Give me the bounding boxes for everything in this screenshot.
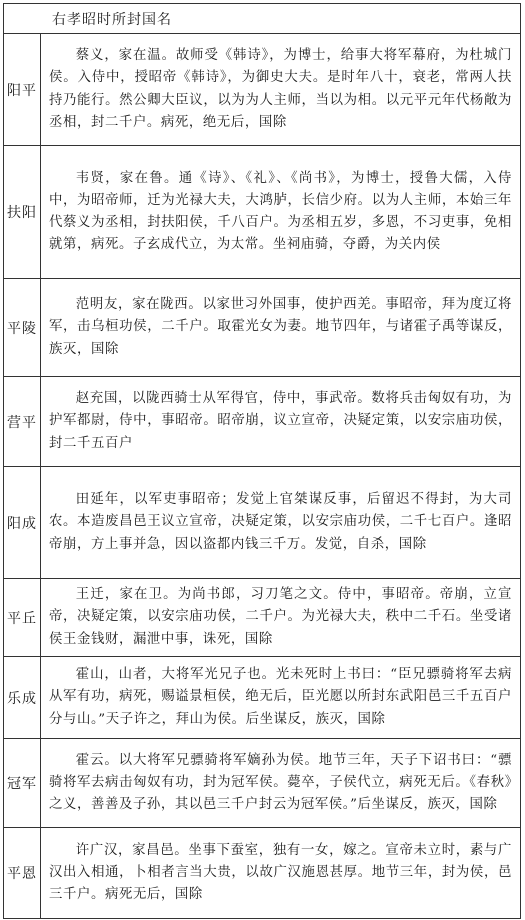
table-row [4, 34, 521, 146]
fief-description: 田延年，以军吏事昭帝；发觉上官桀谋反事，后留迟不得封，为大司农。本造废昌邑王议立宣帝，决疑定策，以安宗庙功侯，二千七百户。逢昭帝崩，方上事并急，因以盗都内钱三千万。发觉，自杀，国除 [41, 467, 521, 579]
fief-table [3, 3, 521, 919]
fief-description: 霍山，山者，大将军光兄子也。光未死时上书曰：“臣兄骠骑将军去病从军有功，病死，赐谥景桓侯，绝无后，臣光愿以所封东武阳邑三千五百户分与山。”天子许之，拜山为侯。后坐谋反，族灭，国除 [41, 657, 521, 739]
fief-name: 冠军 [4, 739, 41, 828]
table-row [4, 377, 521, 467]
fief-name: 平陵 [4, 279, 41, 377]
fief-name: 阳成 [4, 467, 41, 579]
fief-name: 乐成 [4, 657, 41, 739]
fief-description: 韦贤，家在鲁。通《诗》、《礼》、《尚书》，为博士，授鲁大儒，入侍中，为昭帝师，迁为光禄大夫，大鸿胪，长信少府。以为人主师，本始三年代蔡义为丞相，封扶阳侯，千八百户。为丞相五岁，多恩，不习吏事，免相就第，病死。子玄成代立，为太常。坐祠庙骑，夺爵，为关内侯 [41, 146, 521, 279]
table-row [4, 146, 521, 279]
table-row [4, 579, 521, 657]
fief-name: 扶阳 [4, 146, 41, 279]
table-row [4, 739, 521, 828]
fief-description: 霍云。以大将军兄骠骑将军嫡孙为侯。地节三年，天子下诏书曰：“骠骑将军去病击匈奴有功，封为冠军侯。薨卒，子侯代立，病死无后。《春秋》之义，善善及子孙，其以邑三千户封云为冠军侯。”后坐谋反，族灭，国除 [41, 739, 521, 828]
fief-name: 平恩 [4, 828, 41, 919]
fief-description: 许广汉，家昌邑。坐事下蚕室，独有一女，嫁之。宣帝未立时，素与广汉出入相通，卜相者言当大贵，以故广汉施恩甚厚。地节三年，封为侯，邑三千户。病死无后，国除 [41, 828, 521, 919]
fief-name: 平丘 [4, 579, 41, 657]
title-row [4, 4, 521, 34]
fief-name: 阳平 [4, 34, 41, 146]
fief-description: 赵充国，以陇西骑士从军得官，侍中，事武帝。数将兵击匈奴有功，为护军都尉，侍中，事昭帝。昭帝崩，议立宣帝，决疑定策，以安宗庙功侯，封二千五百户 [41, 377, 521, 467]
fief-description: 王迁，家在卫。为尚书郎，习刀笔之文。侍中，事昭帝。帝崩，立宣帝，决疑定策，以安宗庙功侯，二千户。为光禄大夫，秩中二千石。坐受诸侯王金钱财，漏泄中事，诛死，国除 [41, 579, 521, 657]
table-row [4, 279, 521, 377]
table-row [4, 657, 521, 739]
fief-description: 蔡义，家在温。故师受《韩诗》，为博士，给事大将军幕府，为杜城门侯。入侍中，授昭帝《韩诗》，为御史大夫。是时年八十，衰老，常两人扶持乃能行。然公卿大臣议，以为为人主师，当以为相。以元平元年代杨敞为丞相，封二千户。病死，绝无后，国除 [41, 34, 521, 146]
table-row [4, 467, 521, 579]
fief-name: 营平 [4, 377, 41, 467]
table-title: 右孝昭时所封国名 [4, 4, 521, 34]
fief-description: 范明友，家在陇西。以家世习外国事，使护西羌。事昭帝，拜为度辽将军，击乌桓功侯，二千户。取霍光女为妻。地节四年，与诸霍子禹等谋反，族灭，国除 [41, 279, 521, 377]
table-row [4, 828, 521, 919]
